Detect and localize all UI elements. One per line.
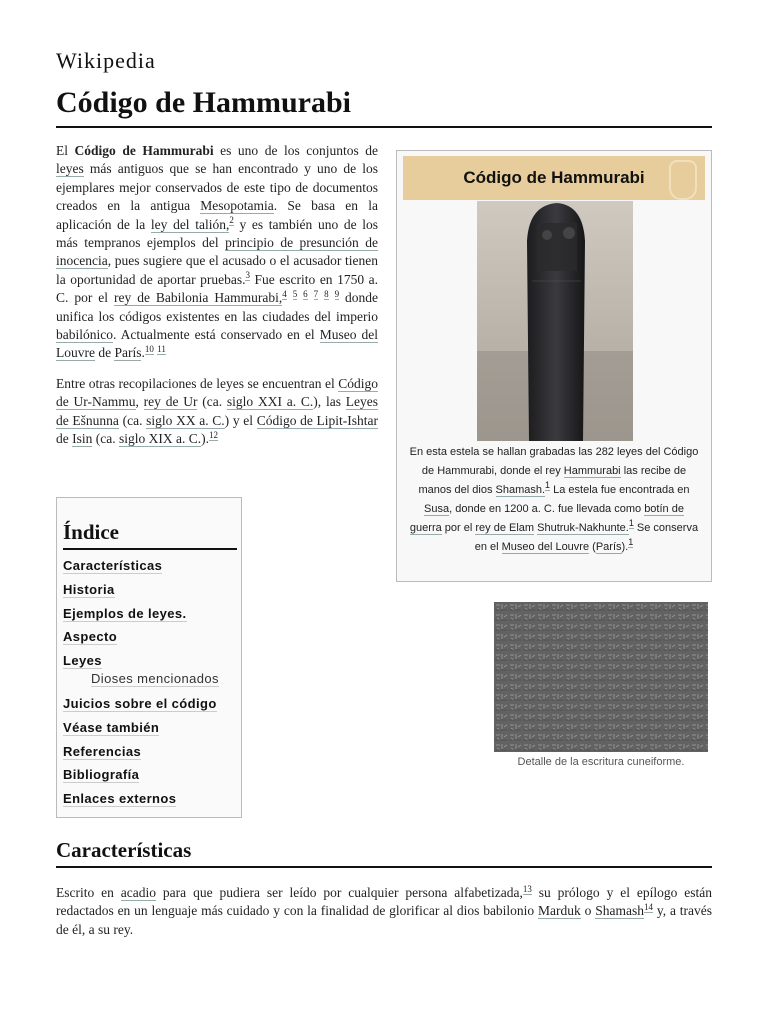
ref-8[interactable]: 8 bbox=[324, 288, 329, 299]
text: su prólogo y el epílogo están redactados en un lenguaje más cuidado y con la finalidad de glorificar al dios babilonio bbox=[56, 885, 712, 919]
infobox-title bbox=[403, 156, 705, 200]
toc-title: Índice bbox=[63, 520, 120, 544]
link-rey-babilonia[interactable]: rey de Babilonia Hammurabi, bbox=[114, 290, 283, 306]
link-babilonico[interactable]: babilónico bbox=[56, 327, 113, 343]
link-leyes-esnunna[interactable]: Leyes de Ešnunna bbox=[56, 394, 378, 428]
text: de bbox=[94, 345, 115, 361]
text: es uno de los conjuntos de bbox=[213, 143, 379, 158]
intro-text bbox=[56, 142, 378, 449]
toc-item-bibliografia[interactable]: Bibliografía bbox=[63, 767, 140, 782]
text: ). bbox=[621, 541, 629, 553]
ref-10[interactable]: 10 bbox=[144, 343, 154, 354]
ref-1[interactable]: 1 bbox=[545, 480, 551, 491]
text: para que pudiera ser leído por cualquier persona alfabetizada, bbox=[156, 885, 523, 900]
text: En esta estela se hallan grabadas las 282 leyes del Código de Hammurabi, donde el rey bbox=[409, 446, 699, 477]
link-paris[interactable]: París bbox=[114, 345, 142, 361]
ref-2[interactable]: 2 bbox=[229, 215, 234, 226]
text: Fue escrito en 1750 a. C. por el bbox=[56, 271, 379, 306]
infobox-caption bbox=[407, 443, 701, 557]
link-siglo-xxi[interactable]: siglo XXI a. C. bbox=[226, 394, 314, 410]
toc-item-vease[interactable]: Véase también bbox=[63, 720, 160, 735]
text: Escrito en bbox=[56, 885, 121, 900]
ref-1[interactable]: 1 bbox=[628, 537, 634, 548]
stele-photo[interactable] bbox=[477, 201, 633, 441]
text: Entre otras recopilaciones de leyes se encuentran el bbox=[56, 375, 339, 391]
ref-11[interactable]: 11 bbox=[157, 343, 166, 354]
text: . Actualmente está conservado en el bbox=[113, 327, 320, 343]
ref-13[interactable]: 13 bbox=[522, 883, 532, 894]
link-acadio[interactable]: acadio bbox=[120, 885, 157, 900]
text: y, a través de él, a su rey. bbox=[56, 903, 713, 937]
text: o bbox=[580, 903, 596, 919]
link-siglo-xx[interactable]: siglo XX a. C. bbox=[146, 412, 225, 428]
toc-item-enlaces[interactable]: Enlaces externos bbox=[63, 791, 177, 806]
text: Se conserva en el bbox=[474, 522, 699, 553]
cuneiform-caption: Detalle de la escritura cuneiforme. bbox=[517, 756, 685, 768]
link-museo-louvre[interactable]: Museo del Louvre bbox=[501, 541, 590, 553]
toc-item-juicios[interactable]: Juicios sobre el código bbox=[63, 696, 217, 711]
ref-12[interactable]: 12 bbox=[208, 429, 218, 440]
text: más antiguos que se han encontrado y uno de los ejemplares mejor conservados de este tipo de documentos creados en la antigua bbox=[56, 161, 378, 214]
text: donde unifica los códigos existentes en las ciudades del imperio bbox=[56, 290, 379, 324]
text: ) y el bbox=[224, 412, 257, 428]
vase-icon bbox=[669, 160, 697, 200]
link-rey-de-ur[interactable]: rey de Ur bbox=[143, 394, 198, 410]
section-paragraph bbox=[56, 884, 712, 939]
ref-9[interactable]: 9 bbox=[334, 288, 340, 299]
link-codigo-lipit-ishtar[interactable]: Código de Lipit-Ishtar bbox=[256, 412, 379, 428]
text: , donde en 1200 a. C. fue llevada como bbox=[449, 503, 645, 515]
toc-item-caracteristicas[interactable]: Características bbox=[63, 558, 163, 573]
ref-4[interactable]: 4 bbox=[282, 288, 287, 299]
intro-paragraph-1 bbox=[56, 142, 378, 363]
ref-5[interactable]: 5 bbox=[292, 288, 298, 299]
link-rey-de-elam[interactable]: rey de Elam bbox=[475, 522, 535, 534]
link-presuncion-inocencia[interactable]: principio de presunción de inocencia bbox=[56, 235, 378, 269]
ref-1[interactable]: 1 bbox=[628, 518, 634, 529]
wikipedia-logo[interactable]: Wikipedia bbox=[56, 48, 156, 73]
link-botin-de-guerra[interactable]: botín de guerra bbox=[409, 503, 684, 534]
text: ), las bbox=[313, 394, 346, 410]
text: ( bbox=[589, 541, 596, 553]
text: (ca. bbox=[118, 412, 147, 428]
link-susa[interactable]: Susa bbox=[424, 503, 450, 515]
link-marduk[interactable]: Marduk bbox=[538, 903, 581, 919]
title-divider bbox=[56, 126, 712, 128]
text: (ca. bbox=[92, 431, 119, 447]
infobox bbox=[396, 150, 712, 582]
toc-item-ejemplos[interactable]: Ejemplos de leyes. bbox=[63, 606, 187, 621]
toc-item-referencias[interactable]: Referencias bbox=[63, 744, 142, 759]
infobox-title-text: Código de Hammurabi bbox=[463, 168, 645, 187]
toc-item-aspecto[interactable]: Aspecto bbox=[63, 629, 118, 644]
text: las recibe de manos del dios bbox=[418, 465, 687, 496]
text: (ca. bbox=[197, 394, 227, 410]
link-shamash[interactable]: Shamash bbox=[595, 903, 644, 919]
link-ley-del-talion[interactable]: ley del talión, bbox=[150, 216, 230, 232]
text: , bbox=[135, 394, 144, 410]
toc-item-dioses[interactable]: Dioses mencionados bbox=[91, 671, 219, 686]
link-hammurabi[interactable]: Hammurabi bbox=[563, 465, 621, 477]
page-title: Código de Hammurabi bbox=[56, 86, 352, 119]
link-isin[interactable]: Isin bbox=[72, 431, 93, 447]
text: , pues sugiere que el acusado o el acusador tienen la oportunidad de aportar pruebas. bbox=[56, 253, 378, 287]
section-heading-caracteristicas: Características bbox=[56, 838, 192, 862]
text: . Se basa en la aplicación de la bbox=[56, 198, 378, 232]
text: ). bbox=[201, 431, 209, 447]
ref-14[interactable]: 14 bbox=[644, 901, 653, 912]
link-shamash[interactable]: Shamash. bbox=[495, 484, 546, 496]
ref-3[interactable]: 3 bbox=[245, 270, 250, 281]
text: de bbox=[56, 431, 73, 447]
link-paris[interactable]: París bbox=[595, 541, 622, 553]
table-of-contents bbox=[56, 497, 242, 818]
toc-divider bbox=[63, 548, 237, 550]
link-siglo-xix[interactable]: siglo XIX a. C. bbox=[118, 431, 202, 447]
text: . bbox=[141, 345, 145, 361]
link-leyes[interactable]: leyes bbox=[56, 161, 84, 177]
section-divider bbox=[56, 866, 712, 868]
toc-item-historia[interactable]: Historia bbox=[63, 582, 115, 597]
intro-paragraph-2 bbox=[56, 375, 378, 449]
text: y es también uno de los más tempranos ejemplos del bbox=[56, 216, 378, 251]
text: La estela fue encontrada en bbox=[550, 484, 690, 496]
bold-term: Código de Hammurabi bbox=[74, 143, 214, 158]
link-museo-louvre[interactable]: Museo del Louvre bbox=[56, 327, 378, 361]
cuneiform-photo[interactable] bbox=[494, 602, 708, 752]
toc-item-leyes[interactable]: Leyes bbox=[63, 653, 102, 668]
link-shutruk-nakhunte[interactable]: Shutruk-Nakhunte. bbox=[537, 522, 629, 534]
ref-7[interactable]: 7 bbox=[313, 288, 319, 299]
text: por el bbox=[441, 522, 476, 534]
link-codigo-ur-nammu[interactable]: Código de Ur-Nammu bbox=[56, 375, 378, 410]
text: El bbox=[56, 143, 75, 158]
link-mesopotamia[interactable]: Mesopotamia bbox=[200, 198, 274, 214]
ref-6[interactable]: 6 bbox=[303, 288, 308, 299]
